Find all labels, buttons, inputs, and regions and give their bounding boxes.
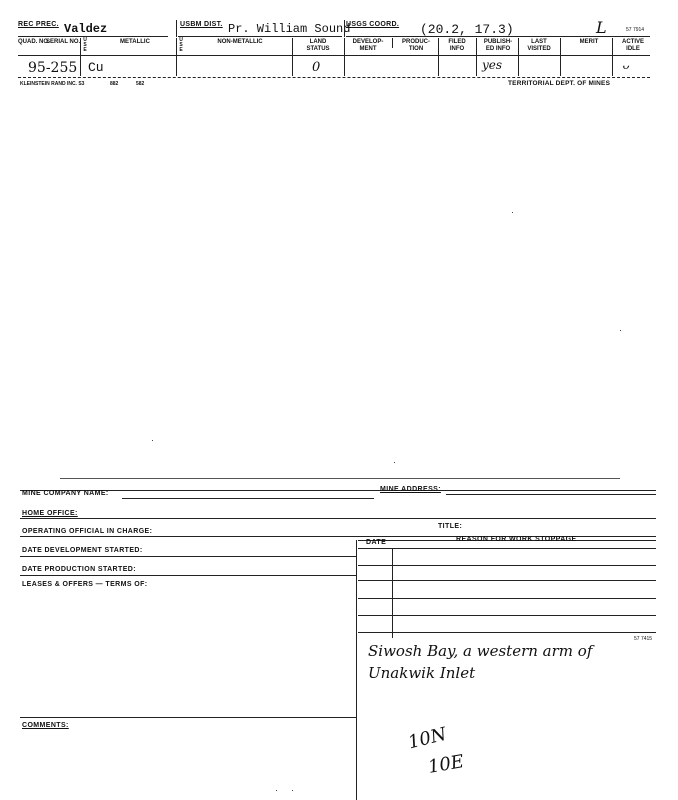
home-office-label: HOME OFFICE: [22, 510, 78, 517]
reason-work-stoppage-label: REASON FOR WORK STOPPAGE [456, 536, 577, 543]
col-development: DEVELOP- MENT [352, 39, 384, 52]
col-serial-no: SERIAL NO. [46, 39, 81, 45]
active-idle-value: ᴗ [622, 58, 630, 72]
handwritten-code-1: 10N [406, 723, 449, 754]
col-production: PRODUC- TION [402, 39, 430, 52]
col-use-nonmetallic: U S E [179, 37, 183, 53]
land-status-value: 0 [312, 60, 321, 75]
rec-prec-label: REC PREC. [18, 21, 59, 28]
published-info-value: yes [482, 58, 503, 72]
mine-company-name-label: MINE COMPANY NAME: [22, 490, 109, 497]
col-active-idle: ACTIVE IDLE [621, 39, 644, 52]
col-published-info: PUBLISH- ED INFO [483, 39, 513, 52]
leases-offers-label: LEASES & OFFERS — TERMS OF: [22, 581, 148, 588]
col-quad-no: QUAD. NO. [18, 39, 50, 45]
handwritten-location-line-1: Siwosh Bay, a western arm of [368, 642, 593, 660]
col-land-status: LAND STATUS [306, 39, 330, 52]
quad-serial-value: 95-255 [28, 60, 78, 76]
mine-address-label: MINE ADDRESS: [380, 486, 441, 493]
col-use-metallic: U S E [83, 37, 87, 53]
col-merit: MERIT [579, 39, 599, 45]
rec-prec-value: Valdez [64, 22, 108, 36]
usgs-coord-value: (20.2, 17.3) [420, 22, 514, 37]
bottom-card-number: 57 7415 [634, 636, 653, 642]
department-label: TERRITORIAL DEPT. OF MINES [508, 80, 611, 87]
col-metallic: METALLIC [120, 39, 150, 45]
handwritten-code-2: 10E [426, 751, 466, 778]
printer-line: KLEINSTEIN RAND INC. S3 [20, 81, 85, 87]
usbm-dist-value: Pr. William Sound [228, 22, 351, 36]
usbm-dist-label: USBM DIST. [180, 21, 223, 28]
metallic-value: Cu [88, 60, 104, 75]
printer-code-1: 882 [110, 81, 119, 87]
col-non-metallic: NON-METALLIC [217, 39, 263, 45]
usgs-coord-label: USGS COORD. [346, 21, 400, 28]
date-column-label: DATE [366, 539, 387, 546]
date-production-started-label: DATE PRODUCTION STARTED: [22, 566, 136, 573]
col-last-visited: LAST VISITED [527, 39, 551, 52]
col-filed-info: FILED INFO [448, 39, 466, 52]
title-label: TITLE: [438, 523, 463, 530]
top-card-number: 57 7914 [626, 27, 645, 33]
operating-official-label: OPERATING OFFICIAL IN CHARGE: [22, 528, 153, 535]
corner-mark: L [596, 18, 607, 37]
date-development-started-label: DATE DEVELOPMENT STARTED: [22, 547, 143, 554]
handwritten-location-line-2: Unakwik Inlet [368, 664, 476, 682]
comments-label: COMMENTS: [22, 722, 69, 729]
printer-code-2: 582 [136, 81, 145, 87]
